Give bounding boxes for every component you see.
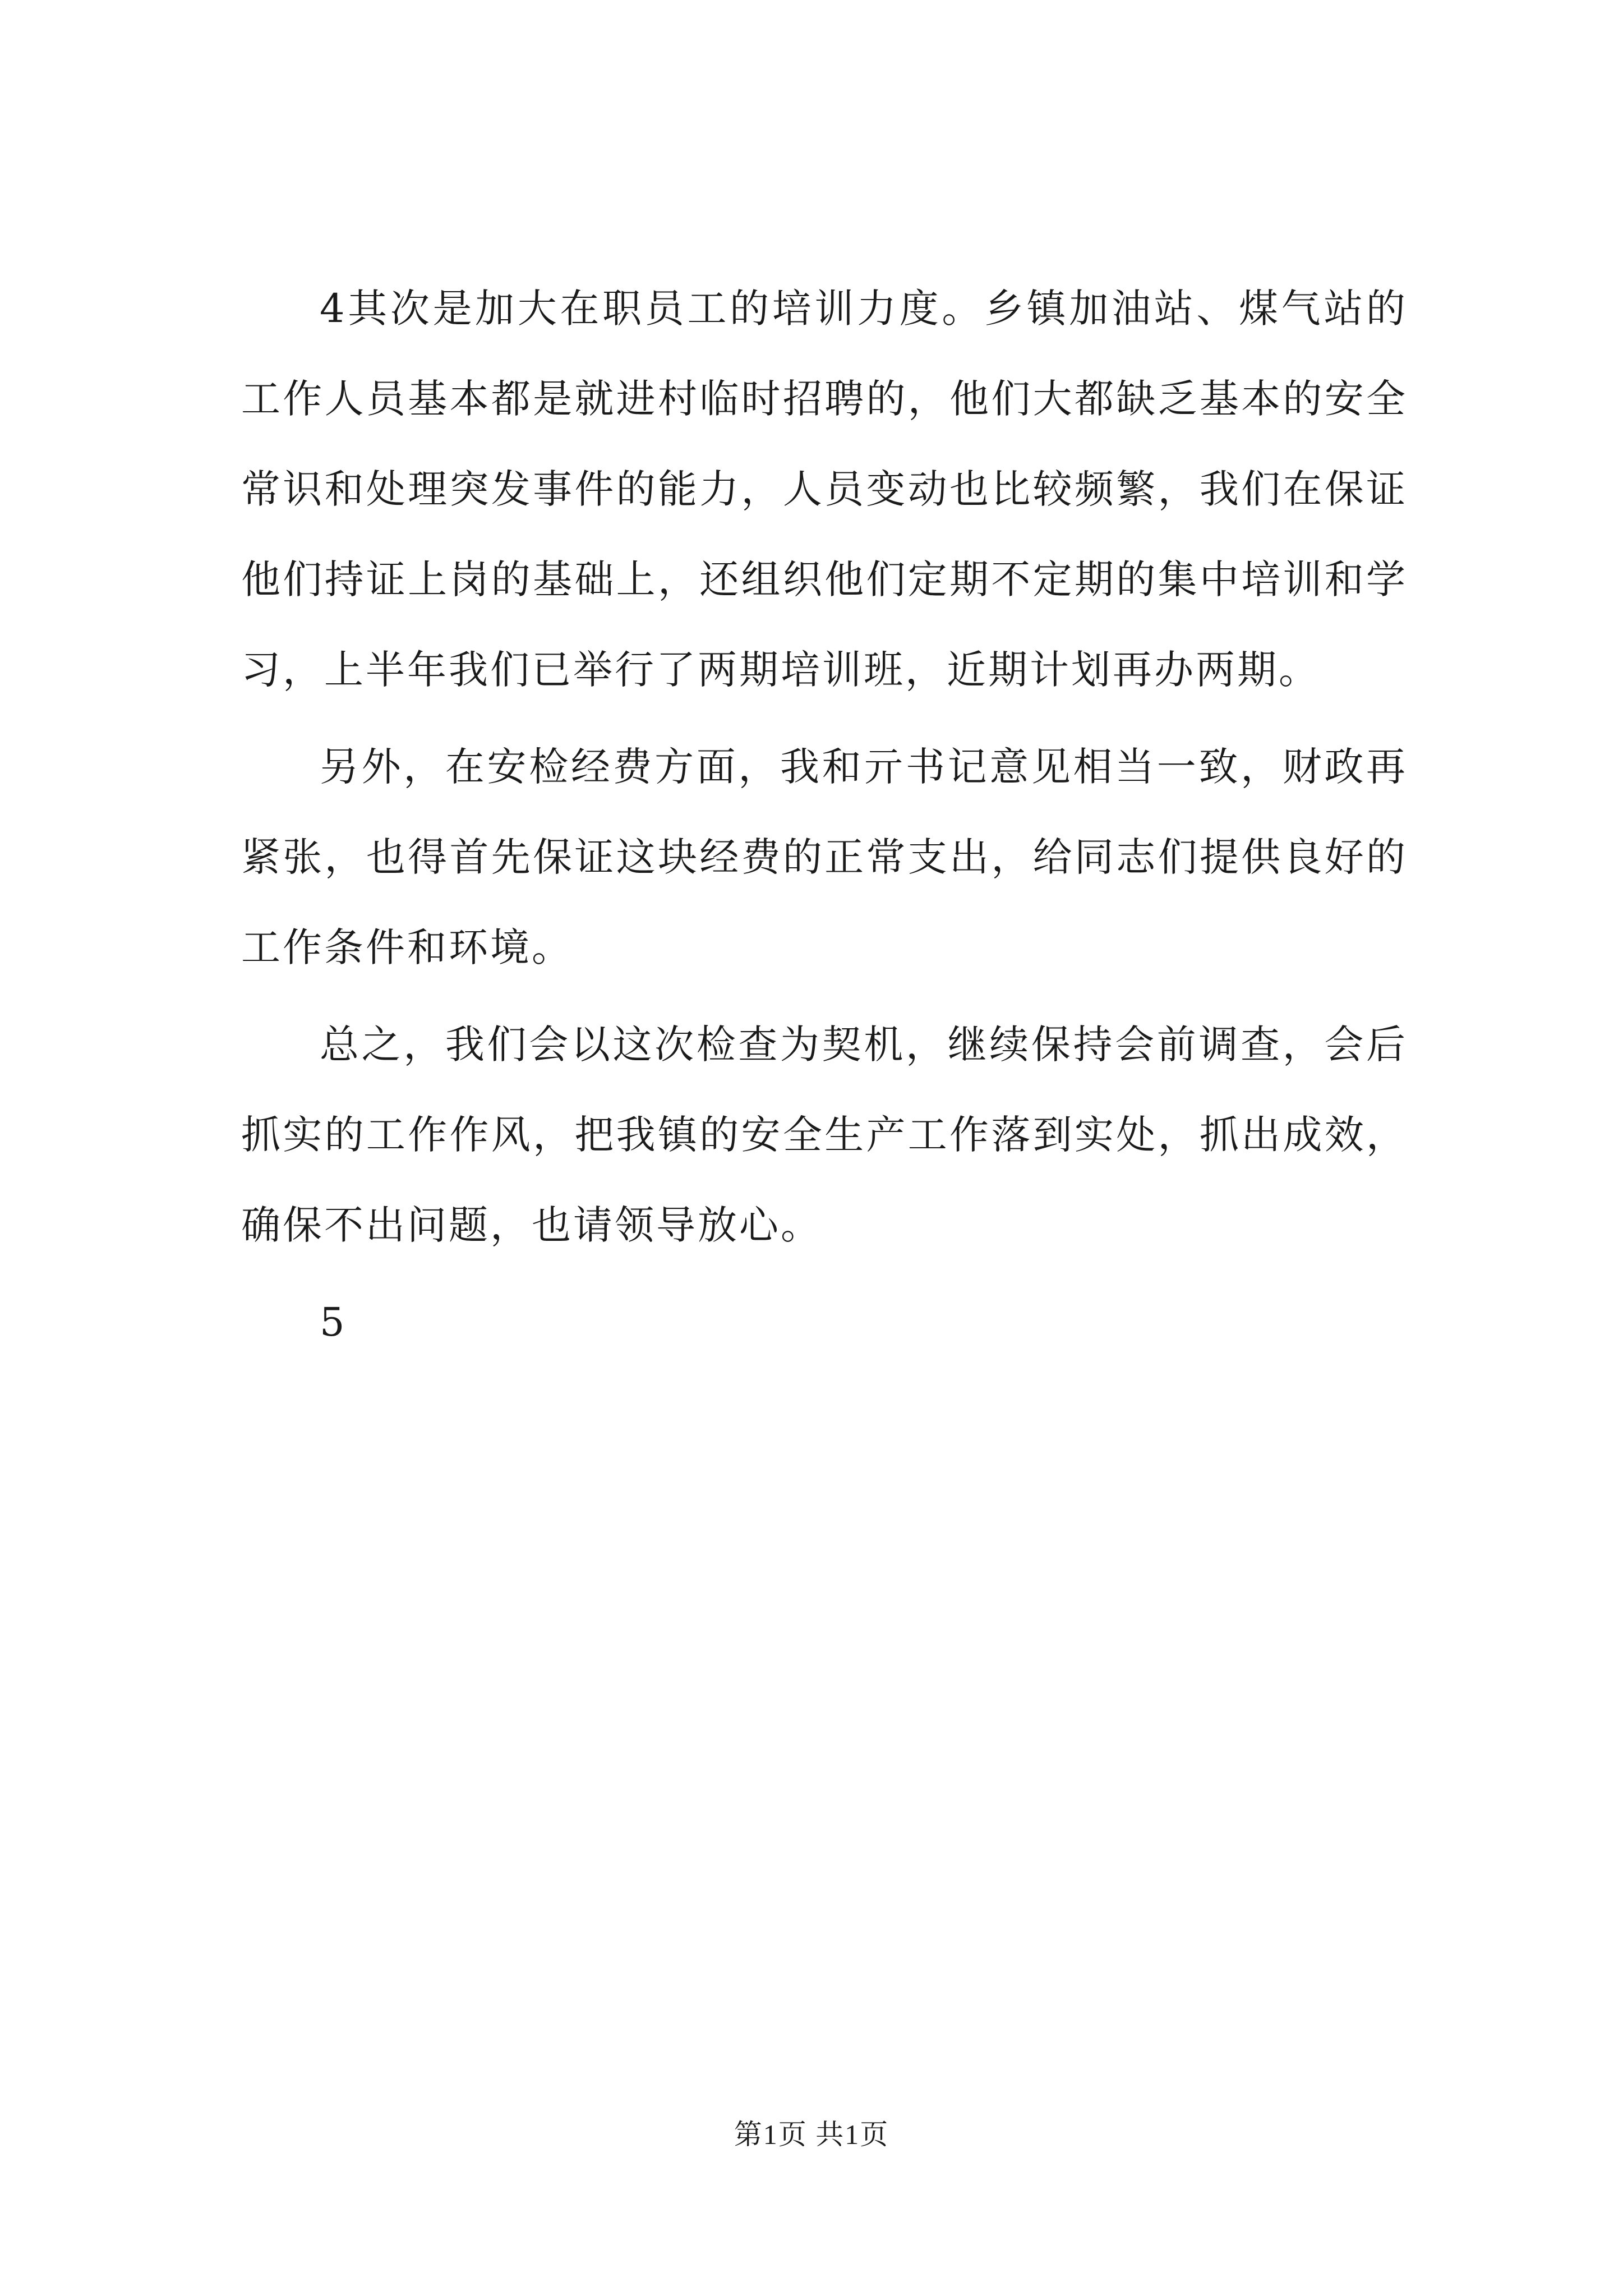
paragraph-safety-funding: 另外，在安检经费方面，我和亓书记意见相当一致，财政再紧张，也得首先保证这块经费的正常支出，给同志们提供良好的工作条件和环境。	[241, 744, 1408, 970]
page-footer: 第1页 共1页	[734, 2119, 889, 2150]
document-body	[241, 264, 1408, 1368]
paragraph-conclusion: 总之，我们会以这次检查为契机，继续保持会前调查，会后抓实的工作作风，把我镇的安全生产工作落到实处，抓出成效，确保不出问题，也请领导放心。	[241, 1022, 1408, 1248]
paragraph-section-number: 5	[320, 1299, 347, 1345]
paragraph-staff-training: 4其次是加大在职员工的培训力度。乡镇加油站、煤气站的工作人员基本都是就进村临时招聘的，他们大都缺乏基本的安全常识和处理突发事件的能力，人员变动也比较频繁，我们在保证他们持证上岗的基础上，还组织他们定期不定期的集中培训和学习，上半年我们已举行了两期培训班，近期计划再办两期。	[241, 286, 1408, 693]
